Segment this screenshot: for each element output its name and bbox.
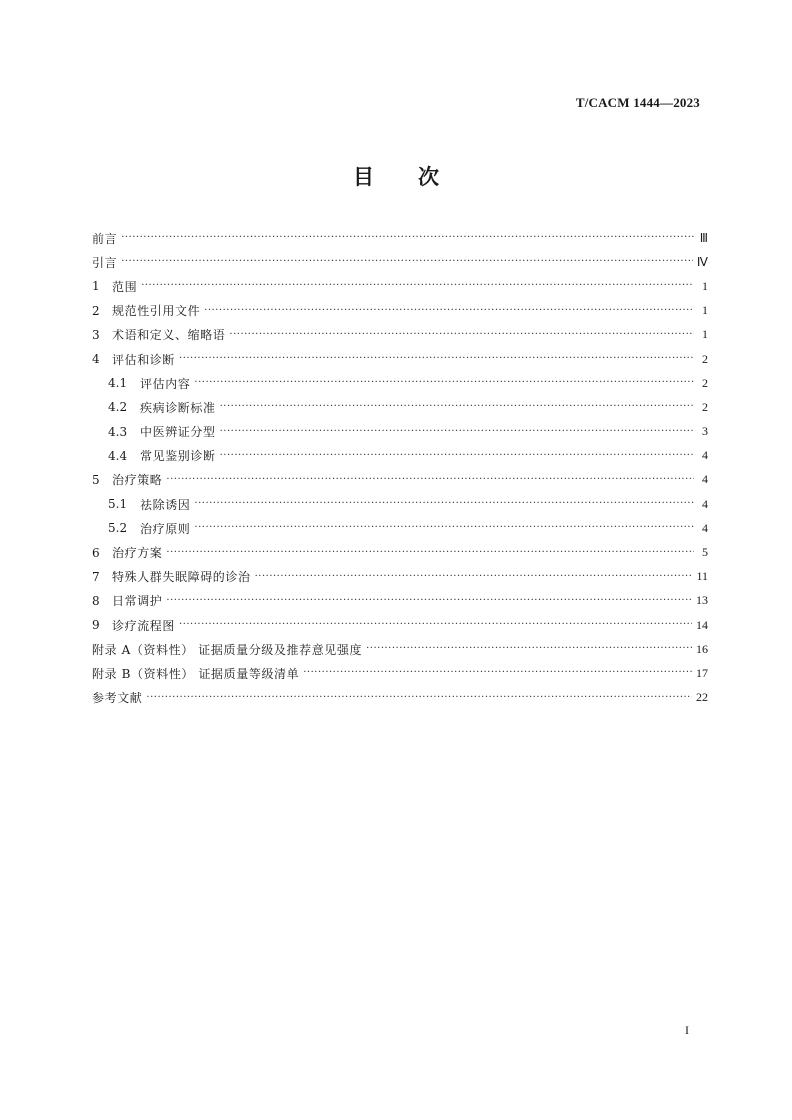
toc-entry-page: 14 [696,617,708,632]
toc-leader-dots [166,474,694,486]
toc-entry[interactable] [92,565,708,589]
toc-entry-number: 3 [92,327,100,342]
toc-entry-number: 5.2 [108,521,128,536]
toc-leader-dots [220,450,694,462]
toc-entry[interactable] [92,226,708,250]
toc-entry-label: 日常调护 [112,594,163,609]
toc-entry-page: 22 [696,690,708,705]
toc-entry-page: 1 [702,327,708,342]
toc-entry-label: 治疗方案 [112,546,163,561]
toc-entry-number: 4.1 [108,376,128,391]
document-code: T/CACM 1444—2023 [575,95,700,110]
toc-leader-dots [366,643,692,655]
toc-entry-label: 引言 [92,255,118,270]
toc-entry-number: 4.4 [108,448,128,463]
toc-entry-label: 疾病诊断标准 [140,400,216,415]
toc-leader-dots [303,667,692,679]
toc-entry-page: 4 [702,472,708,487]
toc-entry-page: 17 [696,665,708,680]
toc-entry-number: 6 [92,545,100,560]
toc-entry[interactable] [92,250,708,274]
toc-leader-dots [121,256,693,268]
toc-leader-dots [194,377,694,389]
toc-leader-dots [179,619,692,631]
toc-entry[interactable] [92,299,708,323]
toc-leader-dots [141,280,694,292]
toc-entry-label: 祛除诱因 [140,497,191,512]
toc-entry-label: 附录 B（资料性） 证据质量等级清单 [92,666,300,681]
toc-entry-number: 4.3 [108,424,128,439]
toc-entry-page: Ⅳ [696,254,708,269]
toc-entry-page: 5 [702,545,708,560]
toc-entry-page: 16 [696,641,708,656]
toc-leader-dots [166,595,692,607]
toc-entry-page: 2 [702,399,708,414]
toc-entry-label: 中医辨证分型 [140,425,216,440]
toc-entry-label: 评估和诊断 [112,352,176,367]
toc-entry-label: 前言 [92,231,118,246]
toc-entry-label: 规范性引用文件 [112,304,201,319]
toc-entry-number: 4.2 [108,400,128,415]
toc-entry-label: 范围 [112,279,138,294]
toc-entry[interactable] [92,516,708,540]
toc-entry-page: 2 [702,375,708,390]
toc-entry-number: 9 [92,618,100,633]
toc-entry-page: 1 [702,303,708,318]
page-folio: I [685,1023,689,1037]
toc-entry[interactable] [92,613,708,637]
toc-entry-number: 2 [92,303,100,318]
toc-entry-label: 常见鉴别诊断 [140,449,216,464]
toc-entry[interactable] [92,323,708,347]
toc-entry-number: 4 [92,352,100,367]
toc-leader-dots [220,401,694,413]
toc-entry[interactable] [92,540,708,564]
toc-entry-number: 5 [92,472,100,487]
table-of-contents [92,226,708,710]
toc-leader-dots [194,522,694,534]
toc-entry-page: 1 [702,278,708,293]
toc-entry[interactable] [92,371,708,395]
toc-entry-number: 5.1 [108,497,128,512]
title-part-1: 目 [353,165,374,189]
toc-entry[interactable] [92,661,708,685]
toc-entry-label: 特殊人群失眠障碍的诊治 [112,570,251,585]
toc-entry-page: 13 [696,593,708,608]
toc-entry-label: 附录 A（资料性） 证据质量分级及推荐意见强度 [92,642,363,657]
toc-entry[interactable] [92,444,708,468]
title-part-2: 次 [418,165,439,189]
toc-entry-page: Ⅲ [699,230,708,245]
toc-entry-label: 术语和定义、缩略语 [112,328,226,343]
toc-entry[interactable] [92,686,708,710]
toc-leader-dots [179,353,694,365]
toc-leader-dots [166,547,694,559]
toc-entry-label: 治疗策略 [112,473,163,488]
toc-entry[interactable] [92,274,708,298]
toc-entry-page: 3 [702,424,708,439]
toc-leader-dots [255,571,693,583]
toc-entry[interactable] [92,420,708,444]
toc-entry-label: 治疗原则 [140,521,191,536]
toc-entry-page: 4 [702,496,708,511]
toc-entry-label: 诊疗流程图 [112,618,176,633]
toc-entry-page: 11 [696,569,708,584]
toc-leader-dots [229,329,694,341]
toc-entry-number: 8 [92,593,100,608]
toc-entry-label: 评估内容 [140,376,191,391]
toc-leader-dots [220,426,694,438]
toc-entry[interactable] [92,492,708,516]
toc-entry-page: 2 [702,351,708,366]
toc-leader-dots [194,498,694,510]
toc-entry-number: 1 [92,279,100,294]
toc-entry-page: 4 [702,520,708,535]
toc-entry-page: 4 [702,448,708,463]
page-title [0,161,792,191]
toc-entry[interactable] [92,347,708,371]
toc-leader-dots [121,232,694,244]
toc-leader-dots [204,305,694,317]
toc-entry-number: 7 [92,569,100,584]
toc-entry[interactable] [92,589,708,613]
toc-entry[interactable] [92,395,708,419]
toc-entry-label: 参考文献 [92,691,143,706]
toc-leader-dots [146,692,692,704]
toc-entry[interactable] [92,637,708,661]
toc-entry[interactable] [92,468,708,492]
